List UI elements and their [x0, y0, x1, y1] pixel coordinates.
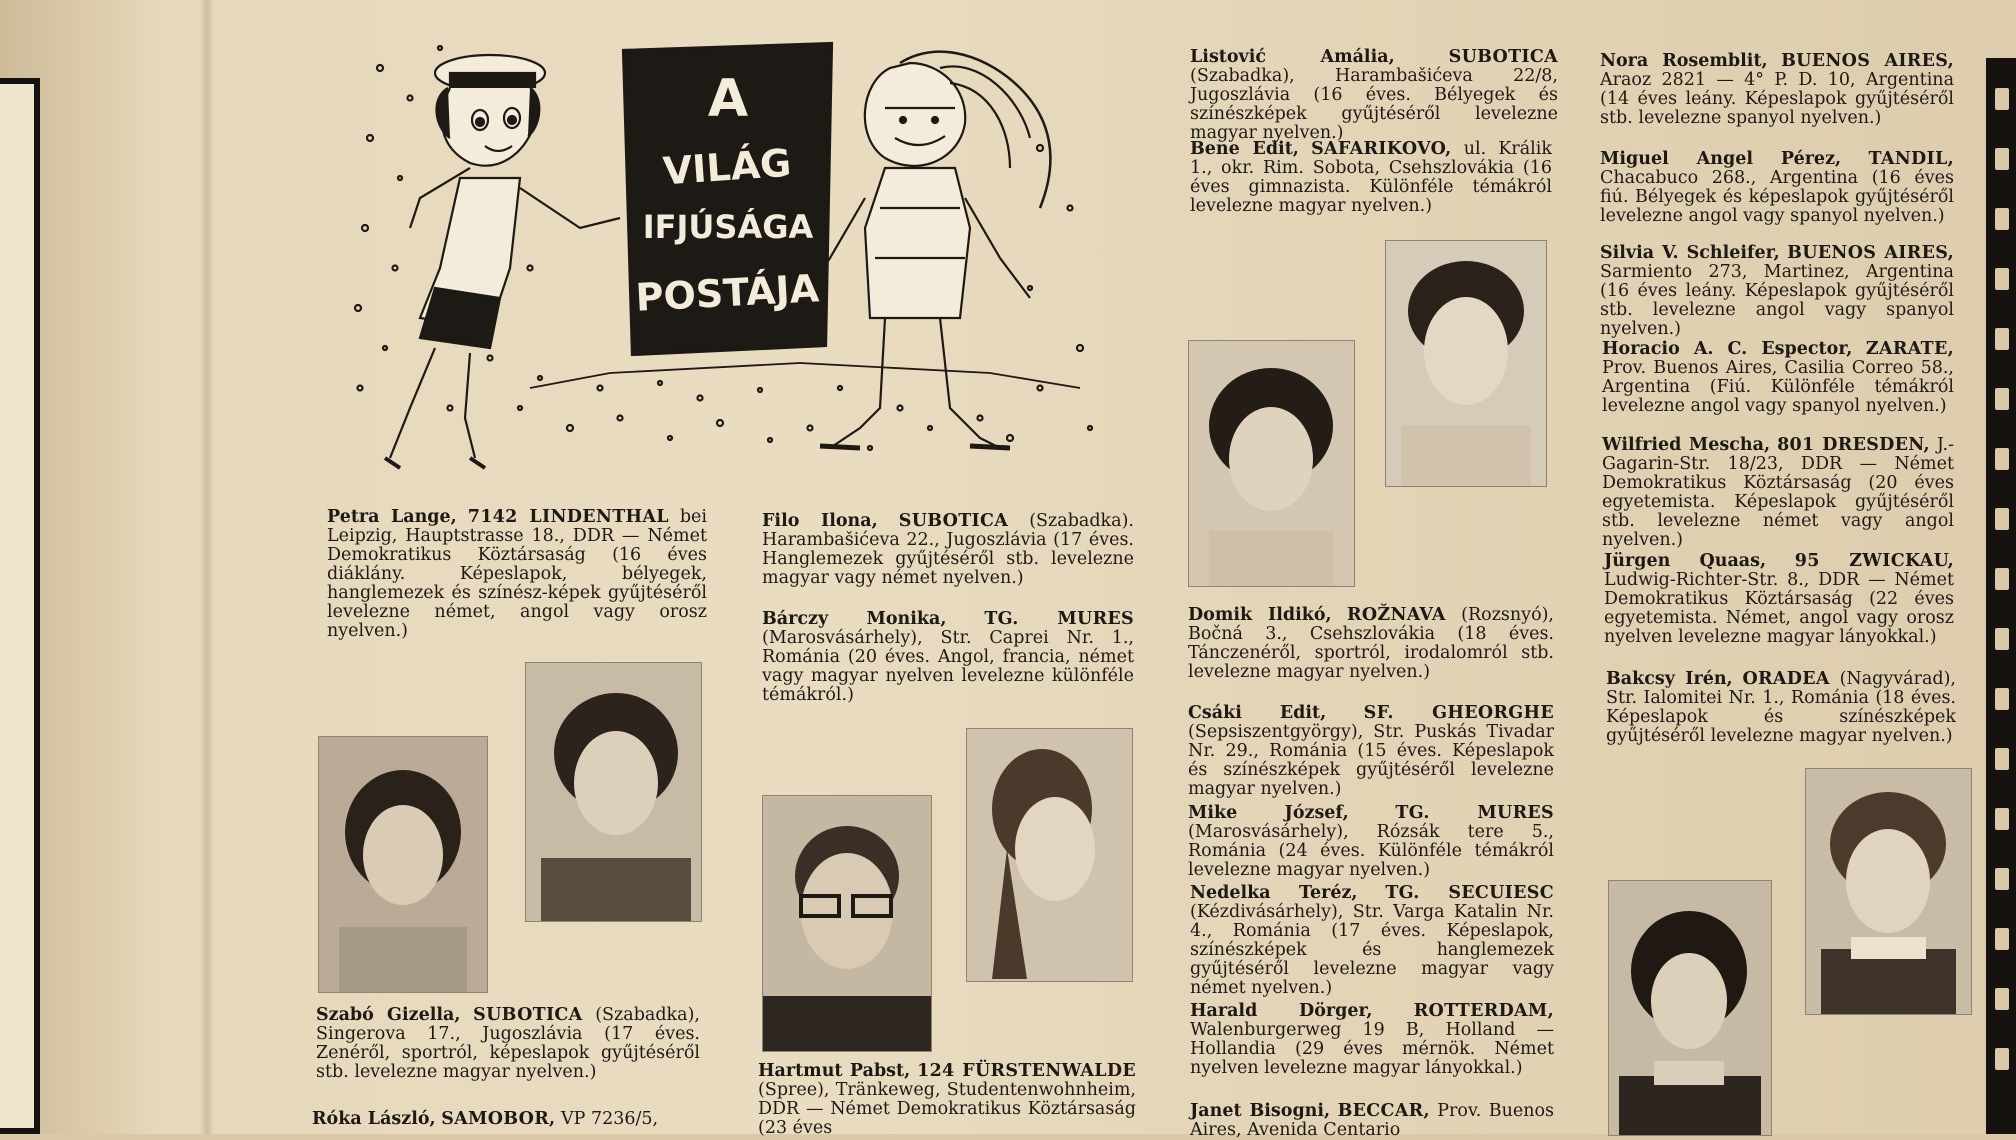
entry-name: Filo Ilona,: [762, 511, 878, 531]
entry-city: BUENOS AIRES,: [1787, 243, 1954, 263]
photo-portrait-woman: [1805, 768, 1972, 1015]
postwoman-figure: [385, 55, 620, 468]
entry-text: (Marosvásárhely), Rózsák tere 5., Románia (24 éves. Különféle témákról levelezne magyar nyelven.): [1188, 822, 1554, 880]
entry-text: (Nagyvárad), Str. Ialomitei Nr. 1., Románia (18 éves. Képeslapok és színészképek gyűjtéséről levelezne magyar nyelven.): [1606, 669, 1956, 746]
entry-janet-bisogni: [1190, 1102, 1554, 1140]
header-illustration: [340, 28, 1120, 480]
entry-name: Mike József,: [1188, 803, 1349, 823]
entry-city: SUBOTICA: [898, 511, 1009, 531]
entry-text: (Rozsnyó), Bočná 3., Csehszlovákia (18 éves. Tánczenéről, sportról, irodalomról stb. levelezne magyar nyelven.): [1188, 605, 1554, 682]
entry-text: Prov. Buenos Aires, Avenida Centario: [1190, 1101, 1554, 1140]
entry-city: ROTTERDAM,: [1413, 1001, 1554, 1021]
entry-text: (Marosvásárhely), Str. Caprei Nr. 1., Románia (20 éves. Angol, francia, német vagy magyar nyelven levelezne különféle témákról.): [762, 628, 1134, 705]
entry-name: Listović Amália,: [1190, 47, 1395, 67]
entry-name: Jürgen Quaas,: [1604, 551, 1767, 571]
entry-name: Horacio A. C. Espector,: [1602, 339, 1853, 359]
entry-city: SAMOBOR,: [441, 1109, 556, 1129]
entry-name: Nora Rosemblit,: [1600, 51, 1768, 71]
entry-text: ul. Králik 1., okr. Rim. Sobota, Csehszlovákia (16 éves gimnazista. Különféle témákról levelezne magyar nyelven.): [1190, 139, 1552, 216]
entry-text: (Szabadka), Harambašićeva 22/8, Jugoszlávia (16 éves. Bélyegek és színészképek gyűjtéséről levelezne magyar nyelven.): [1190, 66, 1558, 143]
entry-text: Ludwig-Richter-Str. 8., DDR — Német Demokratikus Köztársaság (22 éves egyetemista. Német, angol vagy orosz nyelven levelezne magyar lányokkal.): [1604, 570, 1954, 647]
entry-text: Prov. Buenos Aires, Casilia Correo 58., Argentina (Fiú. Különféle témákról levelezne angol vagy spanyol nyelven.): [1602, 358, 1954, 416]
photo-portrait-woman: [318, 736, 488, 993]
banner-line-2: VILÁG: [661, 140, 793, 194]
entry-roka-laszlo: [312, 1110, 704, 1129]
entry-city: ORADEA: [1742, 669, 1830, 689]
entry-text: (Spree), Tränkeweg, Studentenwohnheim, DDR — Német Demokratikus Köztársaság (23 éves: [758, 1080, 1136, 1138]
entry-jurgen-quaas: [1604, 552, 1954, 647]
entry-name: Hartmut Pabst,: [758, 1061, 911, 1081]
entry-text: Araoz 2821 — 4° P. D. 10, Argentina (14 éves leány. Képeslapok gyűjtéséről stb. levelezne spanyol nyelven.): [1600, 70, 1954, 128]
entry-city: ROŽNAVA: [1347, 605, 1446, 625]
entry-nora-rosemblit: [1600, 52, 1954, 128]
entry-nedelka-terez: [1190, 884, 1554, 998]
banner-line-4: POSTÁJA: [634, 266, 821, 320]
entry-text: bei Leipzig, Hauptstrasse 18., DDR — Német Demokratikus Köztársaság (16 éves diáklány. Képeslapok, bélyegek, hanglemezek és színész-képek gyűjtéséről levelezne német, angol vagy orosz nyelven.): [327, 507, 707, 641]
entry-name: Janet Bisogni,: [1190, 1101, 1331, 1121]
entry-bene-edit: [1190, 140, 1552, 216]
photo-portrait-woman: [525, 662, 702, 922]
entry-text: Walenburgerweg 19 B, Holland — Hollandia (29 éves mérnök. Német nyelven levelezne magyar lányokkal.): [1190, 1020, 1554, 1078]
entry-listovic-amalia: [1190, 48, 1558, 143]
entry-name: Silvia V. Schleifer,: [1600, 243, 1780, 263]
entry-name: Harald Dörger,: [1190, 1001, 1373, 1021]
entry-text: (Sepsiszentgyörgy), Str. Puskás Tivadar Nr. 29., Románia (15 éves. Képeslapok és színészképek gyűjtéséről levelezne magyar nyelven.): [1188, 722, 1554, 799]
entry-szabo-gizella: [316, 1006, 700, 1082]
entry-hartmut-pabst: [758, 1062, 1136, 1138]
entry-name: Petra Lange,: [327, 507, 457, 527]
entry-city: 124 FÜRSTENWALDE: [917, 1061, 1137, 1081]
entry-city: SUBOTICA: [473, 1005, 583, 1025]
entry-name: Wilfried Mescha,: [1602, 435, 1771, 455]
photo-portrait-woman: [966, 728, 1133, 982]
entry-name: Miguel Angel Pérez,: [1600, 149, 1842, 169]
entry-city: SF. GHEORGHE: [1363, 703, 1554, 723]
entry-text: (Kézdivásárhely), Str. Varga Katalin Nr. 4., Románia (17 éves. Képeslapok, színészképek és hanglemezek gyűjtéséről levelezne magyar vagy német nyelven.): [1190, 902, 1554, 998]
entry-harald-dorger: [1190, 1002, 1554, 1078]
entry-text: J.-Gagarin-Str. 18/23, DDR — Német Demokratikus Köztársaság (20 éves egyetemista. Képeslapok gyűjtéséről stb. levelezne német vagy angol nyelven.): [1602, 435, 1954, 550]
entry-name: Szabó Gizella,: [316, 1005, 461, 1025]
entry-mike-jozsef: [1188, 804, 1554, 880]
entry-city: BUENOS AIRES,: [1781, 51, 1954, 71]
entry-text: (Szabadka). Harambašićeva 22., Jugoszlávia (17 éves. Hanglemezek gyűjtéséről stb. levelezne magyar vagy német nyelven.): [762, 511, 1134, 588]
entry-city: TG. MURES: [984, 609, 1134, 629]
entry-city: ZARATE,: [1865, 339, 1954, 359]
entry-wilfried-mescha: [1602, 436, 1954, 550]
entry-name: Bakcsy Irén,: [1606, 669, 1733, 689]
photo-portrait-woman: [1188, 340, 1355, 587]
entry-csaki-edit: [1188, 704, 1554, 799]
film-strip-edge: [1986, 58, 2016, 1134]
entry-city: TG. MURES: [1395, 803, 1554, 823]
entry-name: Domik Ildikó,: [1188, 605, 1332, 625]
left-page-frame: [0, 78, 40, 1134]
entry-filo-ilona: [762, 512, 1134, 588]
entry-text: (Szabadka), Singerova 17., Jugoszlávia (17 éves. Zenéről, sportról, képeslapok gyűjtéséről stb. levelezne magyar nyelven.): [316, 1005, 700, 1082]
entry-text: VP 7236/5,: [561, 1109, 659, 1129]
photo-portrait-woman: [1385, 240, 1547, 487]
entry-silvia-schleifer: [1600, 244, 1954, 339]
entry-name: Csáki Edit,: [1188, 703, 1327, 723]
entry-city: TANDIL,: [1868, 149, 1954, 169]
entry-city: SUBOTICA: [1448, 47, 1558, 67]
photo-portrait-man: [762, 795, 932, 1052]
entry-text: Sarmiento 273, Martinez, Argentina (16 éves leány. Képeslapok gyűjtéséről stb. levelezne angol vagy spanyol nyelven.): [1600, 262, 1954, 339]
entry-city: 95 ZWICKAU,: [1794, 551, 1954, 571]
entry-name: Bene Edit,: [1190, 139, 1299, 159]
entry-horacio-espector: [1602, 340, 1954, 416]
entry-barczy-monika: [762, 610, 1134, 705]
entry-city: BECCAR,: [1337, 1101, 1430, 1121]
entry-city: SAFARIKOVO,: [1311, 139, 1452, 159]
entry-miguel-angel-perez: [1600, 150, 1954, 226]
entry-name: Bárczy Monika,: [762, 609, 947, 629]
entry-city: 801 DRESDEN,: [1777, 435, 1930, 455]
page-fold: [200, 0, 214, 1134]
entry-text: Chacabuco 268., Argentina (16 éves fiú. Bélyegek és képeslapok gyűjtéséről levelezne angol vagy spanyol nyelven.): [1600, 168, 1954, 226]
entry-petra-lange: [327, 508, 707, 641]
entry-city: TG. SECUIESC: [1385, 883, 1554, 903]
entry-name: Róka László,: [312, 1109, 436, 1129]
entry-domik-ildiko: [1188, 606, 1554, 682]
photo-portrait-woman: [1608, 880, 1772, 1136]
entry-name: Nedelka Teréz,: [1190, 883, 1358, 903]
banner-line-1: A: [707, 69, 749, 129]
banner-line-3: IFJÚSÁGA: [642, 208, 814, 246]
entry-city: 7142 LINDENTHAL: [467, 507, 669, 527]
entry-bakcsy-iren: [1606, 670, 1956, 746]
